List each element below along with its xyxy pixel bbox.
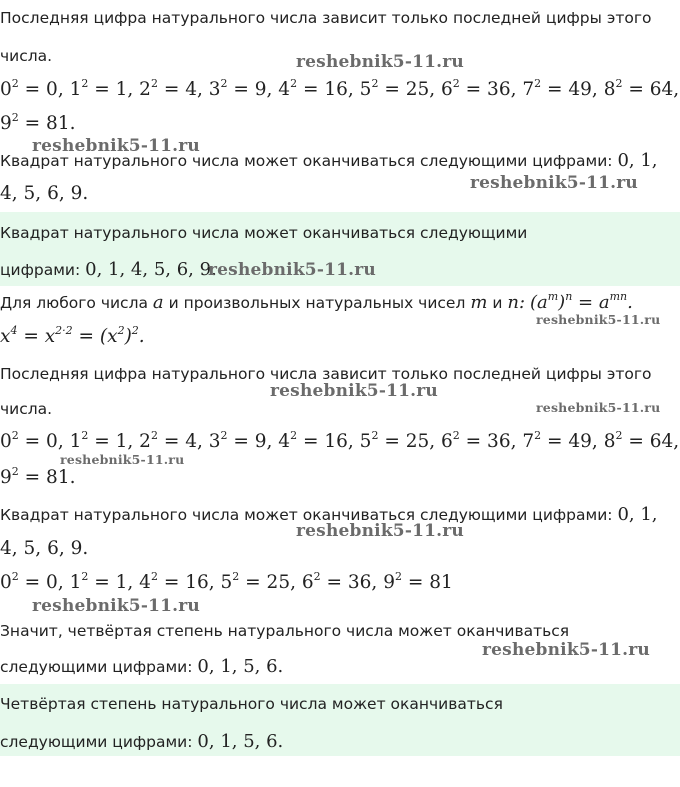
squares-math-line-2: $9^2 = 81$.: [0, 111, 76, 134]
watermark: reshebnik5-11.ru: [296, 521, 464, 541]
squares2-math-line-2: $9^2 = 81$.: [0, 465, 76, 488]
squares2-math-line-1: $0^2 = 0$, $1^2 = 1$, $2^2 = 4$, $3^2 = 9$, $4^2 = 16$, $5^2 = 25$, $6^2 = 36$, $7^2 = 49$, $8^2 = 64$,: [0, 429, 680, 452]
intro-line-1: Последняя цифра натурального числа зависит только последней цифры этого: [0, 9, 652, 27]
watermark: reshebnik5-11.ru: [470, 173, 638, 193]
watermark: reshebnik5-11.ru: [32, 596, 200, 616]
conclusion2-line-1: Квадрат натурального числа может оканчиваться следующими цифрами: 0, 1,: [0, 504, 658, 525]
watermark: reshebnik5-11.ru: [60, 452, 185, 467]
so-line-2: следующими цифрами: 0, 1, 5, 6.: [0, 656, 284, 677]
watermark: reshebnik5-11.ru: [536, 312, 661, 327]
intro2-line-1: Последняя цифра натурального числа зависит только последней цифры этого: [0, 365, 652, 383]
rule-line: Для любого числа a и произвольных натуральных чисел m и n: $(a^m)^n = a^{mn}$.: [0, 290, 633, 313]
conclusion-line-2: 4, 5, 6, 9.: [0, 183, 89, 204]
fourth-power-math: $0^2 = 0$, $1^2 = 1$, $4^2 = 16$, $5^2 = 25$, $6^2 = 36$, $9^2 = 81$: [0, 570, 453, 593]
conclusion-line-1: Квадрат натурального числа может оканчиваться следующими цифрами: 0, 1,: [0, 150, 658, 171]
power-rule-formula: $(a^m)^n = a^{mn}$.: [529, 290, 633, 313]
answer-2-line-2: следующими цифрами: 0, 1, 5, 6.: [0, 731, 284, 752]
watermark: reshebnik5-11.ru: [208, 260, 376, 280]
intro-line-2: числа.: [0, 47, 53, 65]
watermark: reshebnik5-11.ru: [536, 400, 661, 415]
so-line-1: Значит, четвёртая степень натурального числа может оканчиваться: [0, 622, 570, 640]
answer-1-line-2: цифрами: 0, 1, 4, 5, 6, 9.: [0, 259, 217, 280]
intro2-line-2: числа.: [0, 400, 53, 418]
watermark: reshebnik5-11.ru: [270, 381, 438, 401]
answer-2-line-1: Четвёртая степень натурального числа может оканчиваться: [0, 695, 503, 713]
x4-formula: $x^4 = x^{2\cdot 2} = (x^2)^2$.: [0, 324, 145, 347]
watermark: reshebnik5-11.ru: [296, 52, 464, 72]
answer-1-line-1: Квадрат натурального числа может оканчиваться следующими: [0, 224, 528, 242]
watermark: reshebnik5-11.ru: [482, 640, 650, 660]
conclusion2-line-2: 4, 5, 6, 9.: [0, 538, 89, 559]
watermark: reshebnik5-11.ru: [32, 136, 200, 156]
squares-math-line-1: $0^2 = 0$, $1^2 = 1$, $2^2 = 4$, $3^2 = 9$, $4^2 = 16$, $5^2 = 25$, $6^2 = 36$, $7^2 = 49$, $8^2 = 64$,: [0, 77, 680, 100]
